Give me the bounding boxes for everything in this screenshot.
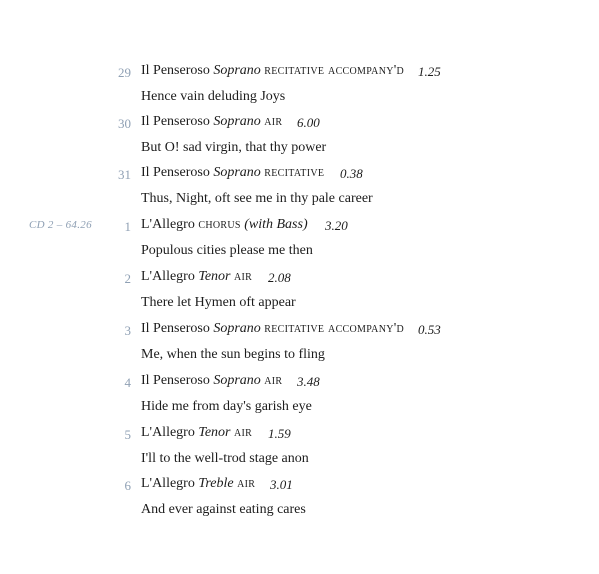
- track-part: Il Penseroso: [141, 373, 210, 388]
- track-type: recitative: [264, 165, 325, 180]
- track-heading: [141, 63, 404, 79]
- track-type: chorus: [198, 217, 241, 232]
- track-type: air: [234, 425, 253, 440]
- track-heading: [141, 373, 282, 389]
- track-type: air: [264, 114, 283, 129]
- track-heading: [141, 114, 282, 130]
- track-number: 30: [118, 116, 131, 131]
- track-heading: [141, 425, 252, 441]
- track-type: air: [237, 476, 256, 491]
- cd-marker: CD 2 – 64.26: [29, 219, 92, 231]
- track-heading: [141, 165, 324, 181]
- track-duration: 2.08: [268, 270, 291, 285]
- track-lyric: Thus, Night, oft see me in thy pale career: [141, 191, 373, 206]
- track-lyric: Populous cities please me then: [141, 243, 313, 258]
- track-number: 4: [124, 375, 131, 390]
- track-lyric: I'll to the well-trod stage anon: [141, 451, 309, 466]
- track-number: 2: [124, 271, 131, 286]
- track-part: L'Allegro: [141, 425, 195, 440]
- track-heading: [141, 476, 255, 492]
- track-extra: (with Bass): [244, 217, 308, 232]
- track-part: L'Allegro: [141, 476, 195, 491]
- track-duration: 1.25: [418, 64, 441, 79]
- track-lyric: Me, when the sun begins to fling: [141, 347, 325, 362]
- track-duration: 1.59: [268, 426, 291, 441]
- track-number: 6: [124, 478, 131, 493]
- track-voice: Soprano: [213, 63, 261, 78]
- track-type: air: [234, 269, 253, 284]
- track-lyric: And ever against eating cares: [141, 502, 306, 517]
- track-duration: 3.01: [270, 477, 293, 492]
- track-voice: Tenor: [198, 269, 231, 284]
- track-part: L'Allegro: [141, 217, 195, 232]
- track-voice: Soprano: [213, 321, 261, 336]
- track-voice: Soprano: [213, 114, 261, 129]
- track-voice: Tenor: [198, 425, 231, 440]
- track-type: air: [264, 373, 283, 388]
- track-type: recitative accompany'd: [264, 321, 405, 336]
- track-duration: 3.48: [297, 374, 320, 389]
- track-heading: [141, 269, 252, 285]
- track-number: 5: [124, 427, 131, 442]
- track-duration: 0.38: [340, 166, 363, 181]
- track-voice: Soprano: [213, 373, 261, 388]
- track-duration: 3.20: [325, 218, 348, 233]
- track-voice: Treble: [198, 476, 234, 491]
- track-lyric: Hence vain deluding Joys: [141, 89, 286, 104]
- track-lyric: But O! sad virgin, that thy power: [141, 140, 327, 155]
- track-number: 31: [118, 167, 131, 182]
- track-voice: Soprano: [213, 165, 261, 180]
- track-number: 29: [118, 65, 131, 80]
- track-lyric: Hide me from day's garish eye: [141, 399, 312, 414]
- track-number: 1: [124, 219, 131, 234]
- track-duration: 6.00: [297, 115, 320, 130]
- track-heading: [141, 321, 404, 337]
- track-part: Il Penseroso: [141, 165, 210, 180]
- track-lyric: There let Hymen oft appear: [141, 295, 296, 310]
- track-part: L'Allegro: [141, 269, 195, 284]
- track-part: Il Penseroso: [141, 63, 210, 78]
- track-duration: 0.53: [418, 322, 441, 337]
- track-heading: [141, 217, 308, 233]
- track-number: 3: [124, 323, 131, 338]
- track-part: Il Penseroso: [141, 114, 210, 129]
- track-type: recitative accompany'd: [264, 63, 405, 78]
- track-part: Il Penseroso: [141, 321, 210, 336]
